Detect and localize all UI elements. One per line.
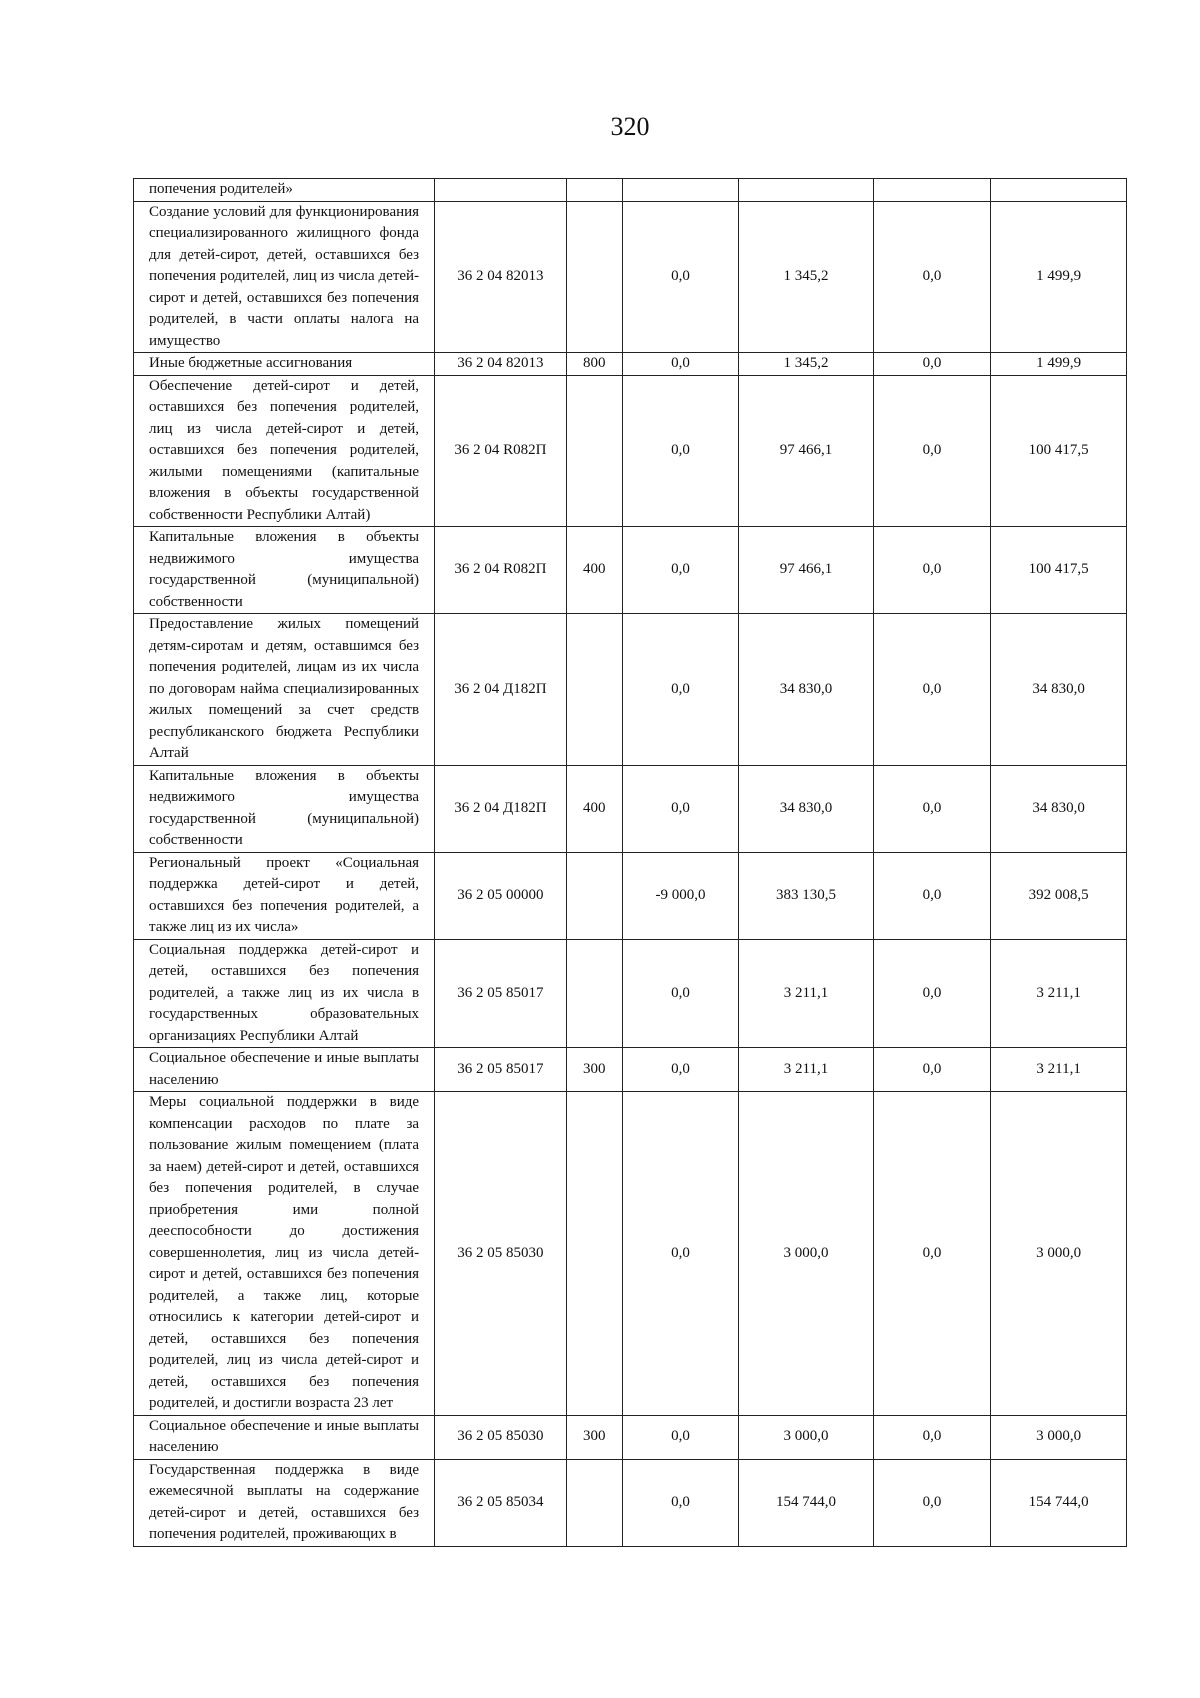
amount-year-1-cell: 3 211,1 <box>739 939 874 1048</box>
row-name-cell: Предоставление жилых помещений детям-сиротам и детям, оставшимся без попечения родителей, лицам из их числа по договорам найма специализированных жилых помещений за счет средств республиканского бюджета Республики Алтай <box>134 614 435 766</box>
target-article-code-cell <box>435 179 567 202</box>
amount-year-1-cell: 34 830,0 <box>739 765 874 852</box>
row-name-cell: Капитальные вложения в объекты недвижимого имущества государственной (муниципальной) собственности <box>134 527 435 614</box>
budget-table <box>133 178 1127 1547</box>
expense-type-code-cell <box>566 614 622 766</box>
amount-year-1-cell: 3 211,1 <box>739 1048 874 1092</box>
target-article-code-cell: 36 2 04 R082П <box>435 527 567 614</box>
table-row <box>134 1048 1127 1092</box>
amount-year-1-cell: 34 830,0 <box>739 614 874 766</box>
target-article-code-cell: 36 2 04 82013 <box>435 353 567 376</box>
target-article-code-cell: 36 2 04 Д182П <box>435 765 567 852</box>
expense-type-code-cell: 400 <box>566 765 622 852</box>
table-row <box>134 1459 1127 1546</box>
target-article-code-cell: 36 2 04 82013 <box>435 201 567 353</box>
amount-change-cell: 0,0 <box>622 1459 738 1546</box>
expense-type-code-cell <box>566 1459 622 1546</box>
expense-type-code-cell: 300 <box>566 1415 622 1459</box>
expense-type-code-cell: 400 <box>566 527 622 614</box>
amount-year-2-cell: 3 000,0 <box>991 1092 1127 1416</box>
expense-type-code-cell: 300 <box>566 1048 622 1092</box>
table-row <box>134 939 1127 1048</box>
amount-year-2-cell: 34 830,0 <box>991 765 1127 852</box>
target-article-code-cell: 36 2 05 85017 <box>435 1048 567 1092</box>
amount-change-2-cell: 0,0 <box>873 201 990 353</box>
amount-change-2-cell: 0,0 <box>873 375 990 527</box>
amount-change-cell: 0,0 <box>622 1048 738 1092</box>
target-article-code-cell: 36 2 05 00000 <box>435 852 567 939</box>
target-article-code-cell: 36 2 05 85034 <box>435 1459 567 1546</box>
amount-year-2-cell: 3 211,1 <box>991 1048 1127 1092</box>
amount-change-2-cell: 0,0 <box>873 1459 990 1546</box>
row-name-cell: попечения родителей» <box>134 179 435 202</box>
amount-change-2-cell: 0,0 <box>873 852 990 939</box>
target-article-code-cell: 36 2 04 Д182П <box>435 614 567 766</box>
expense-type-code-cell <box>566 201 622 353</box>
target-article-code-cell: 36 2 04 R082П <box>435 375 567 527</box>
amount-year-1-cell: 1 345,2 <box>739 353 874 376</box>
row-name-cell: Социальная поддержка детей-сирот и детей, оставшихся без попечения родителей, а также лиц из их числа в государственных образовательных организациях Республики Алтай <box>134 939 435 1048</box>
amount-year-1-cell: 383 130,5 <box>739 852 874 939</box>
table-row <box>134 527 1127 614</box>
target-article-code-cell: 36 2 05 85017 <box>435 939 567 1048</box>
row-name-cell: Региональный проект «Социальная поддержка детей-сирот и детей, оставшихся без попечения родителей, а также лиц из их числа» <box>134 852 435 939</box>
table-row <box>134 765 1127 852</box>
table-row <box>134 375 1127 527</box>
target-article-code-cell: 36 2 05 85030 <box>435 1092 567 1416</box>
amount-year-1-cell: 3 000,0 <box>739 1415 874 1459</box>
expense-type-code-cell: 800 <box>566 353 622 376</box>
row-name-cell: Государственная поддержка в виде ежемесячной выплаты на содержание детей-сирот и детей, оставшихся без попечения родителей, проживающих в <box>134 1459 435 1546</box>
amount-year-2-cell: 1 499,9 <box>991 201 1127 353</box>
amount-change-cell: 0,0 <box>622 527 738 614</box>
expense-type-code-cell <box>566 939 622 1048</box>
amount-change-cell: 0,0 <box>622 375 738 527</box>
row-name-cell: Создание условий для функционирования специализированного жилищного фонда для детей-сирот, детей, оставшихся без попечения родителей, лиц из числа детей-сирот и детей, оставшихся без попечения родителей, в части оплаты налога на имущество <box>134 201 435 353</box>
table-row <box>134 353 1127 376</box>
amount-change-cell: -9 000,0 <box>622 852 738 939</box>
row-name-cell: Социальное обеспечение и иные выплаты населению <box>134 1415 435 1459</box>
table-row <box>134 1092 1127 1416</box>
amount-change-cell: 0,0 <box>622 353 738 376</box>
amount-year-1-cell: 154 744,0 <box>739 1459 874 1546</box>
amount-change-2-cell: 0,0 <box>873 939 990 1048</box>
amount-year-2-cell: 154 744,0 <box>991 1459 1127 1546</box>
amount-change-2-cell <box>873 179 990 202</box>
budget-table-body <box>134 179 1127 1547</box>
amount-year-1-cell <box>739 179 874 202</box>
amount-year-2-cell: 34 830,0 <box>991 614 1127 766</box>
amount-year-1-cell: 3 000,0 <box>739 1092 874 1416</box>
amount-change-2-cell: 0,0 <box>873 353 990 376</box>
row-name-cell: Иные бюджетные ассигнования <box>134 353 435 376</box>
target-article-code-cell: 36 2 05 85030 <box>435 1415 567 1459</box>
row-name-cell: Капитальные вложения в объекты недвижимого имущества государственной (муниципальной) собственности <box>134 765 435 852</box>
amount-change-cell <box>622 179 738 202</box>
amount-year-2-cell: 100 417,5 <box>991 527 1127 614</box>
expense-type-code-cell <box>566 1092 622 1416</box>
amount-year-2-cell <box>991 179 1127 202</box>
amount-change-2-cell: 0,0 <box>873 1415 990 1459</box>
amount-year-2-cell: 100 417,5 <box>991 375 1127 527</box>
table-row <box>134 201 1127 353</box>
amount-year-2-cell: 3 000,0 <box>991 1415 1127 1459</box>
page-number: 320 <box>610 112 650 141</box>
amount-change-2-cell: 0,0 <box>873 614 990 766</box>
table-row <box>134 614 1127 766</box>
amount-year-2-cell: 392 008,5 <box>991 852 1127 939</box>
row-name-cell: Социальное обеспечение и иные выплаты населению <box>134 1048 435 1092</box>
amount-year-1-cell: 1 345,2 <box>739 201 874 353</box>
amount-change-cell: 0,0 <box>622 614 738 766</box>
expense-type-code-cell <box>566 852 622 939</box>
amount-change-2-cell: 0,0 <box>873 527 990 614</box>
amount-change-cell: 0,0 <box>622 765 738 852</box>
table-row <box>134 852 1127 939</box>
amount-change-cell: 0,0 <box>622 1415 738 1459</box>
row-name-cell: Меры социальной поддержки в виде компенсации расходов по плате за пользование жилым помещением (плата за наем) детей-сирот и детей, оставшихся без попечения родителей, в случае приобретения ими полной дееспособности до достижения совершеннолетия, лиц из числа детей-сирот и детей, оставшихся без попечения родителей, а также лиц, которые относились к категории детей-сирот и детей, оставшихся без попечения родителей, лиц из числа детей-сирот и детей, оставшихся без попечения родителей, и достигли возраста 23 лет <box>134 1092 435 1416</box>
amount-year-2-cell: 3 211,1 <box>991 939 1127 1048</box>
table-row <box>134 1415 1127 1459</box>
amount-year-1-cell: 97 466,1 <box>739 527 874 614</box>
amount-change-2-cell: 0,0 <box>873 1092 990 1416</box>
expense-type-code-cell <box>566 179 622 202</box>
row-name-cell: Обеспечение детей-сирот и детей, оставшихся без попечения родителей, лиц из числа детей-сирот и детей, оставшихся без попечения родителей, жилыми помещениями (капитальные вложения в объекты государственной собственности Республики Алтай) <box>134 375 435 527</box>
table-row <box>134 179 1127 202</box>
amount-change-2-cell: 0,0 <box>873 1048 990 1092</box>
amount-change-cell: 0,0 <box>622 1092 738 1416</box>
amount-change-cell: 0,0 <box>622 939 738 1048</box>
amount-year-2-cell: 1 499,9 <box>991 353 1127 376</box>
amount-change-2-cell: 0,0 <box>873 765 990 852</box>
amount-change-cell: 0,0 <box>622 201 738 353</box>
expense-type-code-cell <box>566 375 622 527</box>
amount-year-1-cell: 97 466,1 <box>739 375 874 527</box>
